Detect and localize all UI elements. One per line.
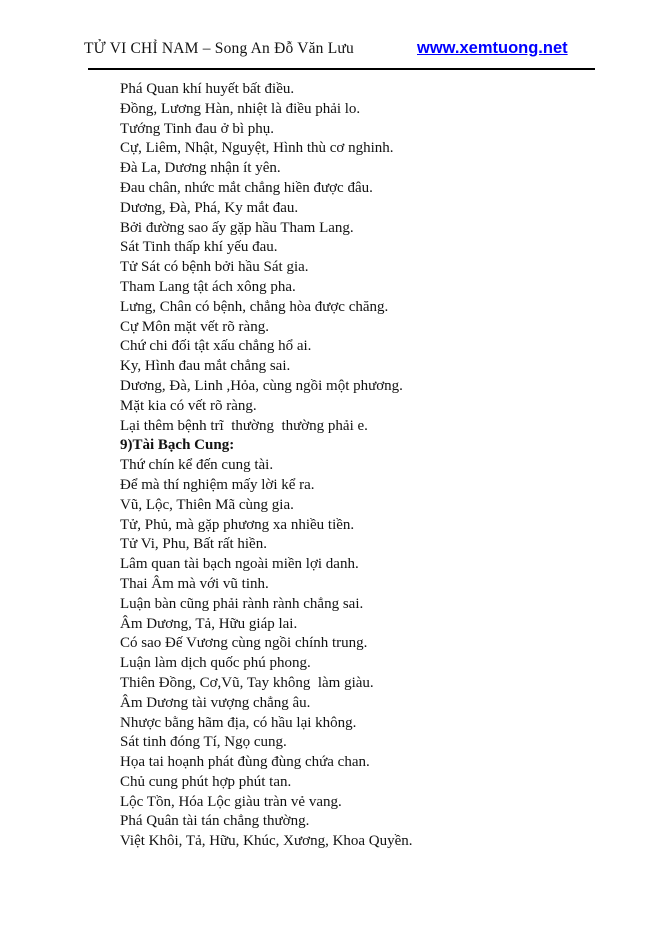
verse-line: Đau chân, nhức mắt chẳng hiền được đâu. xyxy=(120,179,373,196)
verse-line: Luận bàn cũng phải rành rành chẳng sai. xyxy=(120,595,364,612)
verse-line: Lộc Tồn, Hóa Lộc giàu tràn vẻ vang. xyxy=(120,793,342,810)
verse-line: Lại thêm bệnh trĩ thường thường phải e. xyxy=(120,417,368,434)
verse-line: Dương, Đà, Linh ,Hỏa, cùng ngồi một phương. xyxy=(120,377,403,394)
verse-line: Chứ chi đối tật xấu chẳng hổ ai. xyxy=(120,338,312,355)
verse-line: Vũ, Lộc, Thiên Mã cùng gia. xyxy=(120,496,294,513)
verse-line: Tham Lang tật ách xông pha. xyxy=(120,278,296,295)
verse-line: Đà La, Dương nhận ít yên. xyxy=(120,160,281,177)
verse-line: Tử, Phủ, mà gặp phương xa nhiều tiền. xyxy=(120,516,355,533)
verse-line: Tử Vi, Phu, Bất rất hiền. xyxy=(120,536,267,553)
verse-line: Phá Quân tài tán chẳng thường. xyxy=(120,813,310,830)
verse-line: Chủ cung phút hợp phút tan. xyxy=(120,773,292,790)
verse-line: Tướng Tinh đau ở bì phụ. xyxy=(120,120,275,137)
verse-line: Cự Môn mặt vết rõ ràng. xyxy=(120,318,269,335)
verse-line: Có sao Đế Vương cùng ngồi chính trung. xyxy=(120,635,368,652)
verse-line: Thiên Đồng, Cơ,Vũ, Tay không làm giàu. xyxy=(120,674,374,691)
verse-line: Ky, Hình đau mắt chẳng sai. xyxy=(120,358,291,375)
verse-line: Sát tinh đóng Tí, Ngọ cung. xyxy=(120,734,287,751)
verse-line: Âm Dương, Tả, Hữu giáp lai. xyxy=(120,615,298,632)
verse-line: Họa tai hoạnh phát đùng đùng chứa chan. xyxy=(120,754,370,771)
verse-line: Phá Quan khí huyết bất điều. xyxy=(120,81,295,97)
verse-line: Thai Âm mà với vũ tinh. xyxy=(120,575,269,592)
verse-line: Để mà thí nghiệm mấy lời kể ra. xyxy=(120,476,315,493)
verse-line: Lưng, Chân có bệnh, chẳng hòa được chăng. xyxy=(120,298,389,315)
verse-line: Luận làm dịch quốc phú phong. xyxy=(120,655,311,672)
verse-line: Nhược bằng hãm địa, có hầu lại không. xyxy=(120,714,357,731)
verse-line: Thứ chín kể đến cung tài. xyxy=(120,457,274,474)
verse-content xyxy=(120,80,600,852)
header-divider xyxy=(88,68,595,70)
verse-line: Đồng, Lương Hàn, nhiệt là điều phải lo. xyxy=(120,100,361,117)
verse-line: Việt Khôi, Tả, Hữu, Khúc, Xương, Khoa Quyền. xyxy=(120,833,413,850)
verse-line: Dương, Đà, Phá, Ky mắt đau. xyxy=(120,199,299,216)
verse-line: Mặt kia có vết rõ ràng. xyxy=(120,397,257,414)
verse-line: Bởi đường sao ấy gặp hầu Tham Lang. xyxy=(120,219,354,236)
verse-line: Âm Dương tài vượng chẳng âu. xyxy=(120,694,311,711)
verse-line: Cự, Liêm, Nhật, Nguyệt, Hình thù cơ nghinh. xyxy=(120,140,394,157)
verse-line: Sát Tinh thấp khí yếu đau. xyxy=(120,239,278,256)
section-heading: 9)Tài Bạch Cung: xyxy=(120,437,235,454)
verse-line: Tử Sát có bệnh bởi hầu Sát gia. xyxy=(120,259,309,276)
verse-line: Lâm quan tài bạch ngoài miền lợi danh. xyxy=(120,556,359,573)
page-title: TỬ VI CHỈ NAM – Song An Đỗ Văn Lưu xyxy=(84,40,354,57)
website-link[interactable]: www.xemtuong.net xyxy=(417,39,568,57)
